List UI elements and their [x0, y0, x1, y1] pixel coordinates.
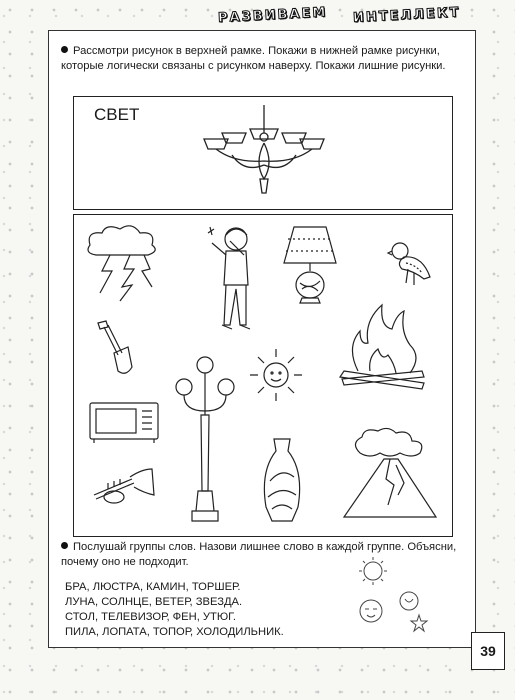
bullet-icon [61, 46, 68, 53]
sun-icon [246, 345, 306, 405]
vase-icon [258, 437, 306, 523]
trumpet-icon [92, 467, 156, 509]
campfire-icon [338, 301, 430, 391]
task-2-text: Послушай группы слов. Назови лишнее слово в каждой группе. Объясни, почему оно не подходит. [61, 541, 457, 568]
microwave-icon [88, 401, 160, 445]
table-lamp-icon [280, 225, 340, 305]
header-title [218, 4, 483, 26]
chandelier-icon [194, 103, 334, 203]
bullet-icon [61, 542, 68, 549]
bottom-frame [73, 214, 453, 537]
word-group-1: БРА, ЛЮСТРА, КАМИН, ТОРШЕР. [65, 581, 241, 593]
task-1-text: Рассмотри рисунок в верхней рамке. Покажи в нижней рамке рисунки, которые логически связаны с рисунком наверху. Покажи лишние рисунки. [61, 45, 446, 72]
task-1-instructions [61, 44, 461, 74]
word-group-3: СТОЛ, ТЕЛЕВИЗОР, ФЕН, УТЮГ. [65, 611, 236, 623]
word-group-2: ЛУНА, СОЛНЦЕ, ВЕТЕР, ЗВЕЗДА. [65, 596, 243, 608]
word-group-4: ПИЛА, ЛОПАТА, ТОПОР, ХОЛОДИЛЬНИК. [65, 626, 284, 638]
street-lamp-icon [170, 355, 240, 529]
lightning-icon [80, 221, 170, 303]
header-word-1: РАЗВИВАЕМ [217, 4, 328, 26]
word-groups [65, 580, 284, 640]
shovel-icon [94, 319, 134, 379]
volcano-icon [340, 425, 440, 523]
page-number: 39 [471, 632, 505, 670]
worksheet-page [48, 30, 476, 648]
header-word-2: ИНТЕЛЛЕКТ [353, 4, 462, 26]
frame-word: СВЕТ [94, 105, 140, 124]
sun-moon-stars-icon [345, 555, 437, 635]
boy-with-match-icon [200, 221, 268, 333]
top-frame [73, 96, 453, 210]
bird-icon [388, 239, 434, 287]
